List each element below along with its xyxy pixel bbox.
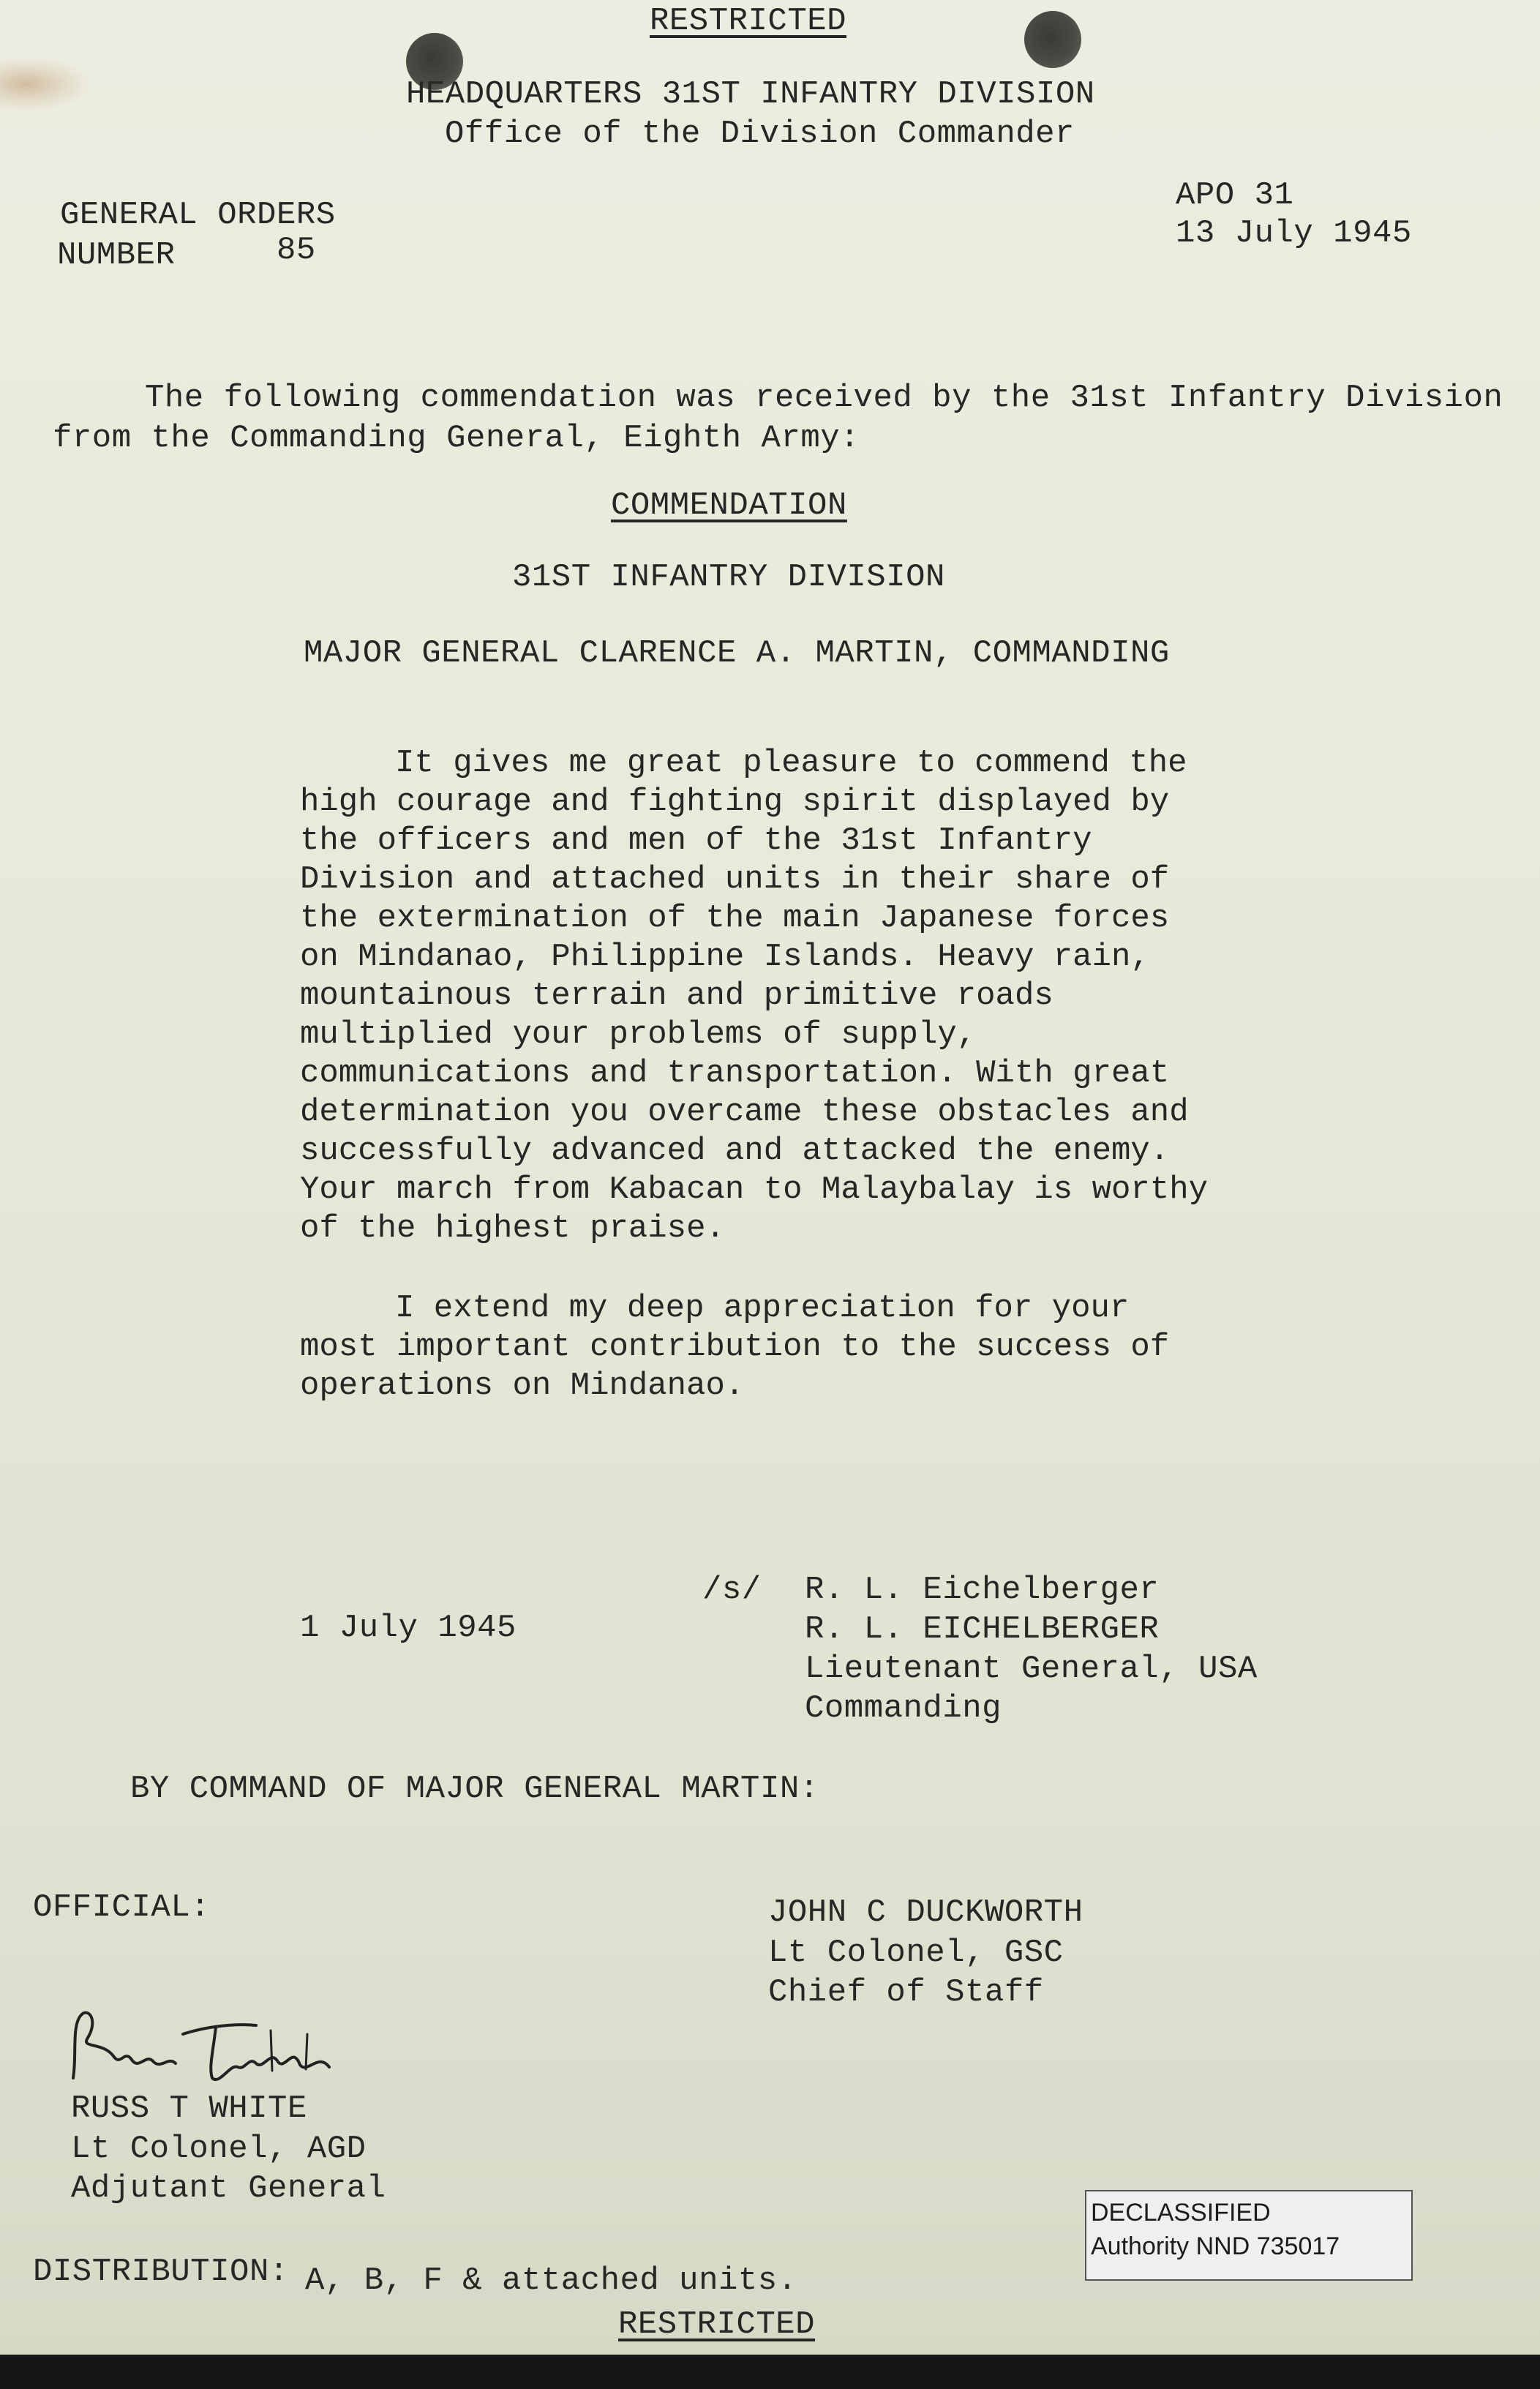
scan-bottom-edge bbox=[0, 2355, 1540, 2389]
chief-name: JOHN C DUCKWORTH bbox=[768, 1894, 1083, 1931]
intro-line-1: The following commendation was received by the 31st Infantry Division bbox=[145, 380, 1503, 416]
commendation-body bbox=[300, 744, 1222, 1248]
official-rank: Lt Colonel, AGD bbox=[71, 2131, 367, 2167]
commendation-date: 1 July 1945 bbox=[300, 1610, 517, 1646]
commendation-closing bbox=[300, 1289, 1222, 1406]
signer-rank: Lieutenant General, USA bbox=[805, 1651, 1258, 1687]
signer-role: Commanding bbox=[805, 1690, 1002, 1727]
general-orders-label: GENERAL ORDERS bbox=[60, 197, 336, 233]
commander-heading: MAJOR GENERAL CLARENCE A. MARTIN, COMMANDING bbox=[304, 635, 1170, 672]
headquarters-title: HEADQUARTERS 31ST INFANTRY DIVISION bbox=[406, 76, 1095, 113]
chief-rank: Lt Colonel, GSC bbox=[768, 1935, 1064, 1971]
handwritten-signature bbox=[59, 1998, 366, 2093]
official-label: OFFICIAL: bbox=[33, 1889, 211, 1926]
apo-number: APO 31 bbox=[1176, 177, 1294, 214]
distribution-value: A, B, F & attached units. bbox=[305, 2262, 797, 2299]
order-date: 13 July 1945 bbox=[1176, 215, 1412, 252]
office-subtitle: Office of the Division Commander bbox=[445, 116, 1075, 152]
unit-heading: 31ST INFANTRY DIVISION bbox=[512, 559, 945, 596]
signer-name: R. L. EICHELBERGER bbox=[805, 1611, 1160, 1648]
commendation-paragraph-1: It gives me great pleasure to commend the high courage and fighting spirit displayed by the officers and men of the 31st Infantry Division and attached units in their share of the extermination of the main Japanese forces on Mindanao, Philippine Islands. Heavy rain, mountainous terrain and primitive roads multiplied your problems of supply, communications and transportation. With great determination you overcame these obstacles and successfully advanced and attacked the enemy. Your march from Kabacan to Malaybalay is worthy of the highest praise. bbox=[300, 745, 1209, 1247]
declassified-stamp bbox=[1085, 2190, 1413, 2281]
punch-hole-right bbox=[1024, 11, 1081, 68]
signature-typed: R. L. Eichelberger bbox=[805, 1572, 1160, 1608]
commendation-paragraph-2: I extend my deep appreciation for your most important contribution to the success of operations on Mindanao. bbox=[300, 1290, 1170, 1404]
paper-stain bbox=[0, 59, 88, 110]
signed-mark: /s/ bbox=[702, 1572, 762, 1608]
by-command-line: BY COMMAND OF MAJOR GENERAL MARTIN: bbox=[130, 1771, 819, 1807]
chief-title: Chief of Staff bbox=[768, 1974, 1044, 2011]
distribution-label: DISTRIBUTION: bbox=[33, 2254, 289, 2290]
number-label: NUMBER bbox=[57, 237, 176, 274]
official-name: RUSS T WHITE bbox=[71, 2090, 307, 2127]
commendation-heading: COMMENDATION bbox=[611, 487, 847, 524]
classification-bottom: RESTRICTED bbox=[618, 2306, 816, 2343]
declassified-label: DECLASSIFIED bbox=[1091, 2199, 1271, 2227]
official-title: Adjutant General bbox=[71, 2170, 386, 2207]
classification-top: RESTRICTED bbox=[650, 3, 847, 40]
intro-line-2: from the Commanding General, Eighth Army: bbox=[53, 420, 860, 457]
order-number: 85 bbox=[277, 232, 316, 269]
declassified-authority: Authority NND 735017 bbox=[1091, 2232, 1340, 2260]
